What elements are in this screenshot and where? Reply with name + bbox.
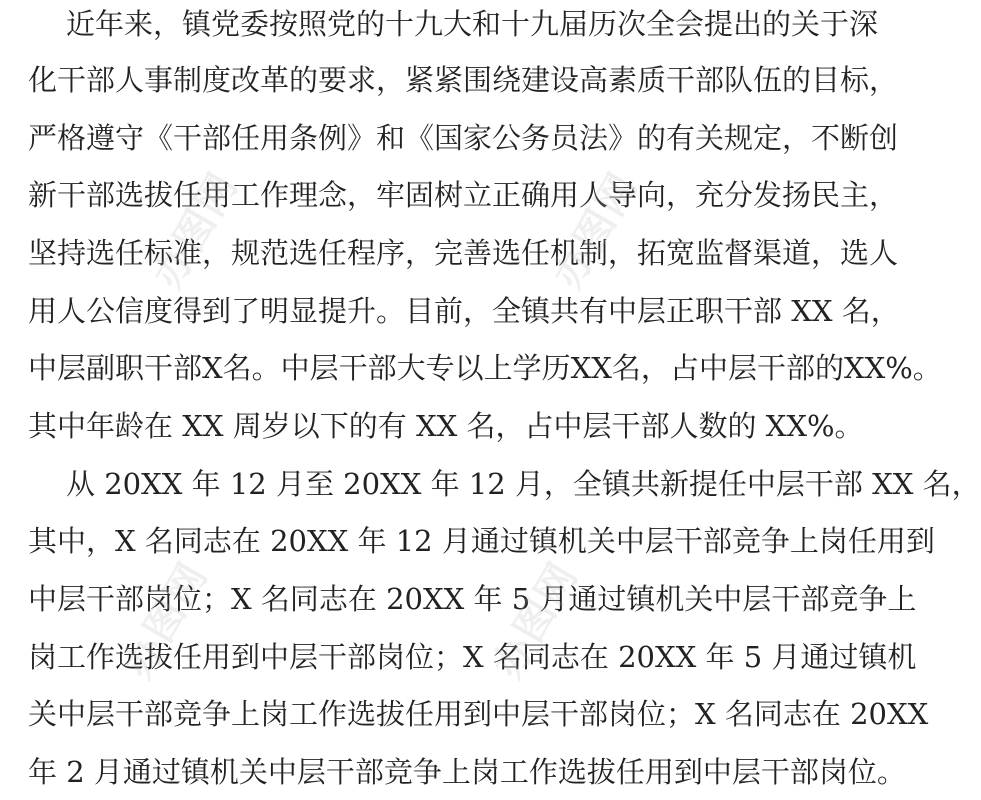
watermark: 办图网 (144, 164, 248, 297)
text-line: 用人公信度得到了明显提升。目前，全镇共有中层正职干部 XX 名， (28, 294, 900, 328)
text-line: 新干部选拔任用工作理念，牢固树立正确用人导向，充分发扬民主， (28, 178, 899, 212)
text-line: 中层副职干部X名。中层干部大专以上学历XX名，占中层干部的XX%。 (28, 351, 942, 385)
watermark: 办图网 (484, 554, 588, 687)
text-line: 从 20XX 年 12 月至 20XX 年 12 月，全镇共新提任中层干部 XX 名， (66, 467, 981, 501)
watermark: 办图网 (544, 164, 648, 297)
text-line: 化干部人事制度改革的要求，紧紧围绕建设高素质干部队伍的目标， (28, 63, 899, 97)
text-line: 其中年龄在 XX 周岁以下的有 XX 名，占中层干部人数的 XX%。 (28, 409, 864, 443)
text-line: 其中，X 名同志在 20XX 年 12 月通过镇机关中层干部竞争上岗任用到 (28, 524, 935, 558)
text-line: 严格遵守《干部任用条例》和《国家公务员法》的有关规定，不断创 (28, 121, 899, 155)
text-line: 中层干部岗位；X 名同志在 20XX 年 5 月通过镇机关中层干部竞争上 (28, 582, 917, 616)
text-line: 关中层干部竞争上岗工作选拔任用到中层干部岗位；X 名同志在 20XX (28, 697, 929, 731)
text-line: 近年来，镇党委按照党的十九大和十九届历次全会提出的关于深 (66, 7, 879, 41)
text-line: 岗工作选拔任用到中层干部岗位；X 名同志在 20XX 年 5 月通过镇机 (28, 640, 917, 674)
text-line: 年 2 月通过镇机关中层干部竞争上岗工作选拔任用到中层干部岗位。 (28, 755, 906, 789)
text-line: 坚持选任标准，规范选任程序，完善选任机制，拓宽监督渠道，选人 (28, 236, 899, 270)
watermark: 办图网 (114, 554, 218, 687)
